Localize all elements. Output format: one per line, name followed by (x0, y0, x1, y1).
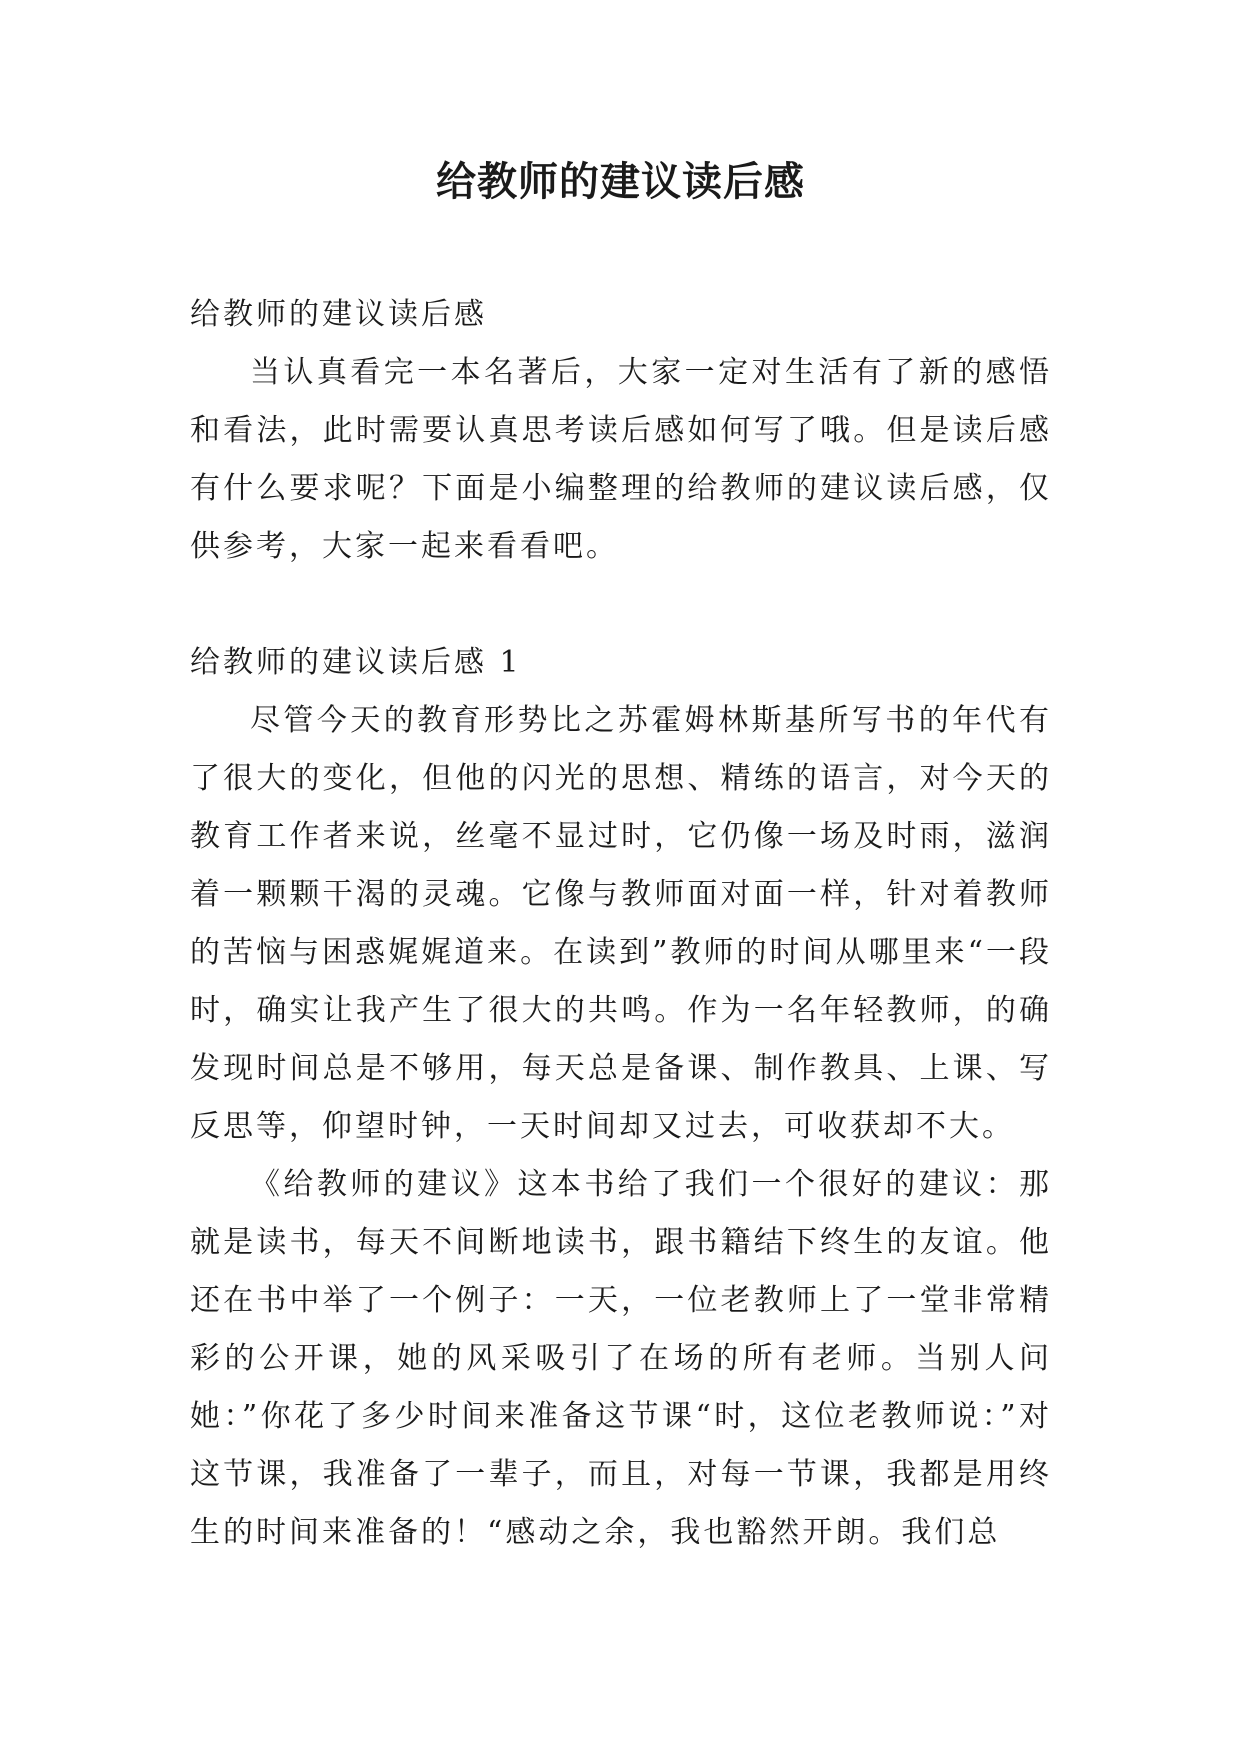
document-title: 给教师的建议读后感 (436, 158, 805, 205)
section1-paragraph-2: 《给教师的建议》这本书给了我们一个很好的建议：那就是读书，每天不间断地读书，跟书籍结下终生的友谊。他还在书中举了一个例子：一天，一位老教师上了一堂非常精彩的公开课，她的风采吸引了在场的所有老师。当别人问她：”你花了多少时间来准备这节课“时，这位老教师说：”对这节课，我准备了一辈子，而且，对每一节课，我都是用终生的时间来准备的！“感动之余，我也豁然开朗。我们总 (190, 1167, 1052, 1550)
section1-paragraph-1: 尽管今天的教育形势比之苏霍姆林斯基所写书的年代有了很大的变化，但他的闪光的思想、精练的语言，对今天的教育工作者来说，丝毫不显过时，它仍像一场及时雨，滋润着一颗颗干渴的灵魂。它像与教师面对面一样，针对着教师的苦恼与困惑娓娓道来。在读到”教师的时间从哪里来“一段时，确实让我产生了很大的共鸣。作为一名年轻教师，的确发现时间总是不够用，每天总是备课、制作教具、上课、写反思等，仰望时钟，一天时间却又过去，可收获却不大。 (190, 703, 1052, 1144)
intro-heading: 给教师的建议读后感 (190, 297, 487, 332)
section-spacer (190, 576, 1052, 634)
document-body (190, 286, 1052, 1562)
intro-paragraph: 当认真看完一本名著后，大家一定对生活有了新的感悟和看法，此时需要认真思考读后感如何写了哦。但是读后感有什么要求呢？下面是小编整理的给教师的建议读后感，仅供参考，大家一起来看看吧。 (190, 355, 1052, 564)
section1-heading: 给教师的建议读后感 1 (190, 645, 522, 680)
